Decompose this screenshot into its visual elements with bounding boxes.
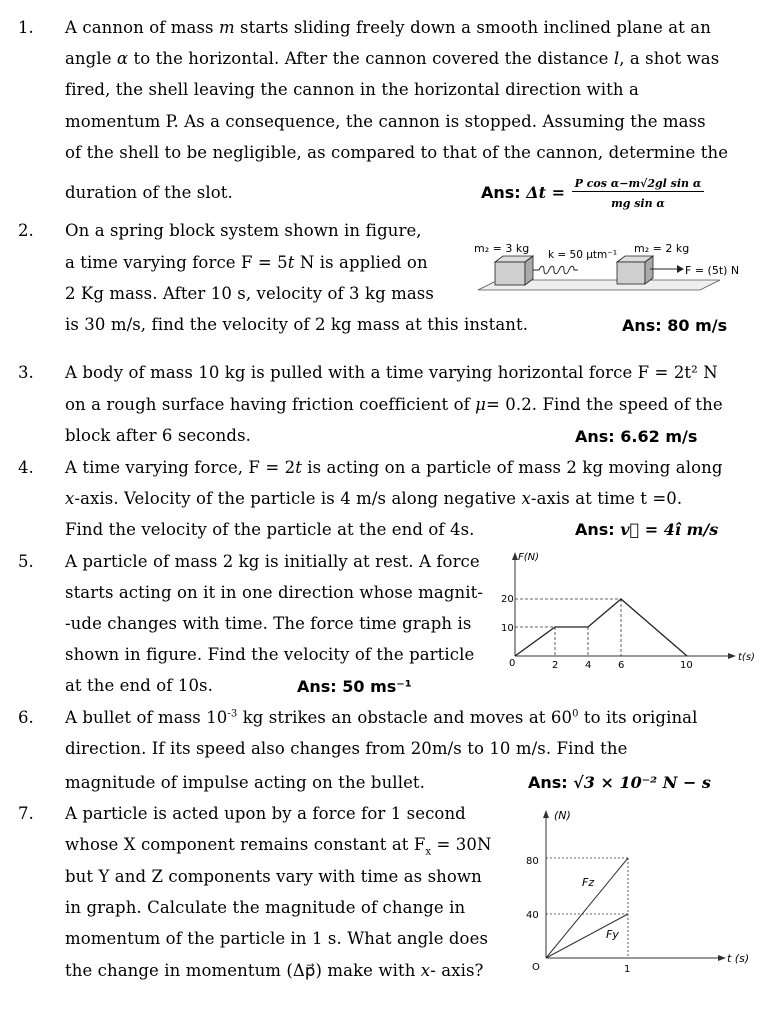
question-number: 4. — [18, 458, 34, 477]
text-line: On a spring block system shown in figure, — [65, 221, 422, 240]
block-2kg — [617, 256, 653, 284]
text-line: A cannon of mass m starts sliding freely down a smooth inclined plane at an — [65, 18, 711, 37]
text-line: but Y and Z components vary with time as shown — [65, 867, 482, 886]
answer: Ans: Δt = — [481, 183, 566, 202]
text-line: of the shell to be negligible, as compared to that of the cannon, determine the — [65, 143, 729, 162]
x-tick-label: 6 — [618, 660, 625, 671]
text-line: duration of the slot. — [65, 183, 233, 202]
text-line: a time varying force F = 5t N is applied on — [65, 253, 428, 272]
force-label: F = (5t) N — [685, 264, 740, 277]
x-axis-label: t(s) — [738, 652, 755, 663]
question-number: 3. — [18, 363, 34, 382]
question-number: 1. — [18, 18, 34, 37]
text-line: A time varying force, F = 2t is acting on a particle of mass 2 kg moving along — [65, 458, 723, 477]
question-number: 5. — [18, 552, 34, 571]
x-tick-label: 1 — [624, 964, 631, 975]
answer: Ans: √3 × 10⁻² N − s — [528, 773, 711, 792]
text-line: Find the velocity of the particle at the end of 4s. — [65, 520, 475, 539]
origin-label: O — [532, 962, 540, 973]
fy-label: Fy — [606, 928, 619, 941]
x-tick-label: 2 — [552, 660, 559, 671]
y-tick-label: 10 — [501, 623, 514, 634]
question-number: 7. — [18, 804, 34, 823]
answer: Ans: 50 ms⁻¹ — [297, 677, 412, 696]
x-tick-label: 10 — [680, 660, 693, 671]
y-tick-label: 20 — [501, 594, 514, 605]
mass-label-2: m₂ = 2 kg — [634, 242, 690, 255]
text-line: at the end of 10s. — [65, 676, 213, 695]
x-tick-label: 4 — [585, 660, 592, 671]
answer: Ans: 6.62 m/s — [575, 427, 698, 446]
origin-label: 0 — [509, 658, 516, 669]
text-line: block after 6 seconds. — [65, 426, 251, 445]
text-line: angle α to the horizontal. After the cannon covered the distance l, a shot was — [65, 49, 720, 68]
text-line: magnitude of impulse acting on the bullet. — [65, 773, 426, 792]
fz-line — [546, 858, 628, 958]
text-line: 2 Kg mass. After 10 s, velocity of 3 kg mass — [65, 284, 434, 303]
text-line: is 30 m/s, find the velocity of 2 kg mass at this instant. — [65, 315, 529, 334]
fz-label: Fz — [582, 876, 595, 889]
question-number: 6. — [18, 708, 34, 727]
text-line: fired, the shell leaving the cannon in the horizontal direction with a — [65, 80, 639, 99]
y-axis-label: F(N) — [518, 552, 540, 563]
text-line: A body of mass 10 kg is pulled with a time varying horizontal force F = 2t² N — [65, 363, 718, 382]
text-line: in graph. Calculate the magnitude of change in — [65, 898, 466, 917]
answer-numerator: P cos α−m√2gl sin α — [572, 177, 704, 192]
spring-constant-label: k = 50 μtm⁻¹ — [548, 249, 618, 261]
text-line: x-axis. Velocity of the particle is 4 m/s along negative x-axis at time t =0. — [65, 489, 683, 508]
text-line: direction. If its speed also changes from 20m/s to 10 m/s. Find the — [65, 739, 628, 758]
y-axis-label: (N) — [554, 809, 571, 822]
text-line: A particle of mass 2 kg is initially at rest. A force — [65, 552, 480, 571]
answer: Ans: 80 m/s — [622, 316, 728, 335]
text-line: the change in momentum (Δp⃗) make with x- axis? — [65, 961, 484, 980]
force-curve — [515, 599, 687, 656]
question-number: 2. — [18, 221, 34, 240]
text-line: shown in figure. Find the velocity of the particle — [65, 645, 475, 664]
text-line: momentum of the particle in 1 s. What angle does — [65, 929, 489, 948]
spring-block-figure — [470, 234, 750, 296]
y-tick-label: 80 — [526, 856, 539, 867]
y-tick-label: 40 — [526, 910, 539, 921]
text-line: on a rough surface having friction coefficient of μ= 0.2. Find the speed of the — [65, 395, 723, 414]
force-components-graph — [520, 804, 760, 982]
text-line: starts acting on it in one direction whose magnit- — [65, 583, 484, 602]
block-3kg — [495, 256, 533, 285]
text-line: A particle is acted upon by a force for 1 second — [65, 804, 466, 823]
text-line: -ude changes with time. The force time graph is — [65, 614, 472, 633]
spring — [533, 266, 578, 274]
mass-label-1: m₂ = 3 kg — [474, 242, 530, 255]
text-line: A bullet of mass $10^{-3}$ kg strikes an obstacle and moves at $60^0$ to its original — [65, 708, 698, 727]
force-time-graph — [500, 546, 755, 672]
text-line: momentum P. As a consequence, the cannon is stopped. Assuming the mass — [65, 112, 706, 131]
answer-denominator: mg sin α — [611, 197, 665, 210]
answer: Ans: v⃗ = 4î m/s — [575, 520, 719, 539]
text-line: whose X component remains constant at $F_x = 30N$ — [65, 835, 492, 858]
x-axis-label: t (s) — [727, 952, 750, 965]
